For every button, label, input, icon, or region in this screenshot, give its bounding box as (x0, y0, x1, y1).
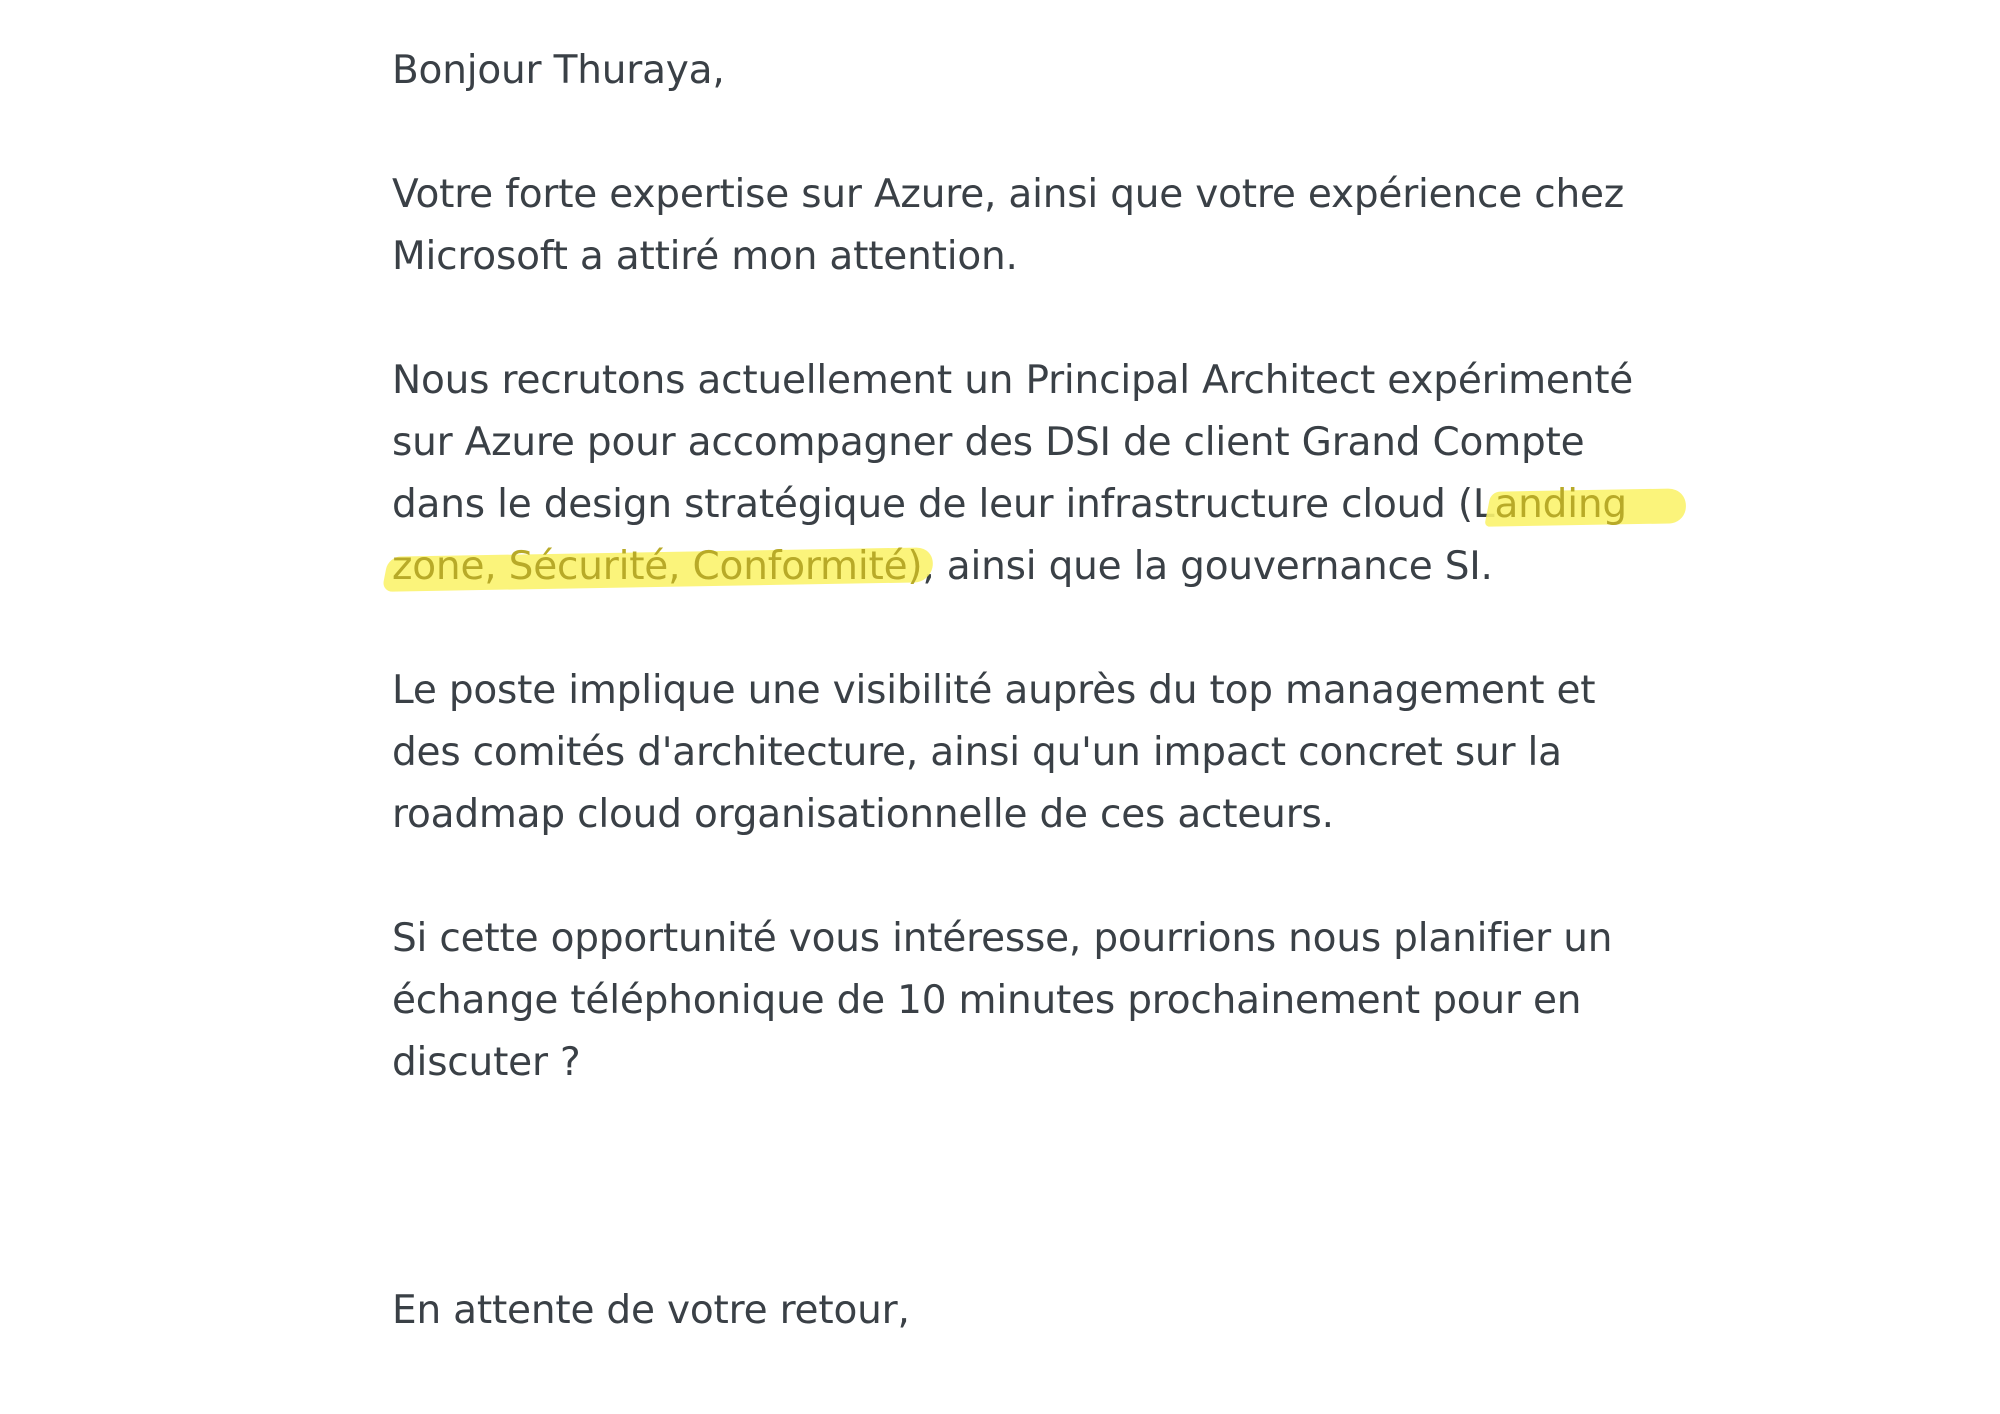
highlighted-text-content: anding (1494, 482, 1627, 527)
paragraph-line: Microsoft a attiré mon attention. (392, 234, 1018, 279)
highlighted-text (392, 544, 922, 589)
paragraph-line: des comités d'architecture, ainsi qu'un impact concret sur la (392, 730, 1562, 775)
line-text: dans le design stratégique de leur infrastructure cloud (L (392, 482, 1495, 527)
closing-text: En attente de votre retour, (392, 1288, 910, 1333)
paragraph-opportunity (392, 908, 1652, 1094)
email-body (392, 40, 1652, 1404)
paragraph-expertise (392, 164, 1652, 288)
greeting-text: Bonjour Thuraya, (392, 48, 725, 93)
line-text: , ainsi que la gouvernance SI. (922, 544, 1493, 589)
paragraph-line: Votre forte expertise sur Azure, ainsi que votre expérience chez (392, 172, 1625, 217)
paragraph-visibility (392, 660, 1652, 846)
closing (392, 1280, 1652, 1342)
paragraph-recruitment (392, 350, 1652, 598)
paragraph-line (392, 474, 1652, 536)
paragraph-line: Si cette opportunité vous intéresse, pourrions nous planifier un (392, 916, 1613, 961)
paragraph-line: Nous recrutons actuellement un Principal Architect expérimenté (392, 358, 1634, 403)
highlighted-text (1494, 482, 1626, 527)
paragraph-line: discuter ? (392, 1040, 581, 1085)
paragraph-line: Le poste implique une visibilité auprès du top management et (392, 668, 1596, 713)
greeting (392, 40, 1652, 102)
paragraph-line: échange téléphonique de 10 minutes prochainement pour en (392, 978, 1582, 1023)
highlighted-text-content: zone, Sécurité, Conformité) (392, 544, 923, 589)
paragraph-line: roadmap cloud organisationnelle de ces acteurs. (392, 792, 1334, 837)
paragraph-line (392, 536, 1652, 598)
paragraph-line: sur Azure pour accompagner des DSI de client Grand Compte (392, 420, 1585, 465)
blank-space (392, 1156, 1652, 1280)
